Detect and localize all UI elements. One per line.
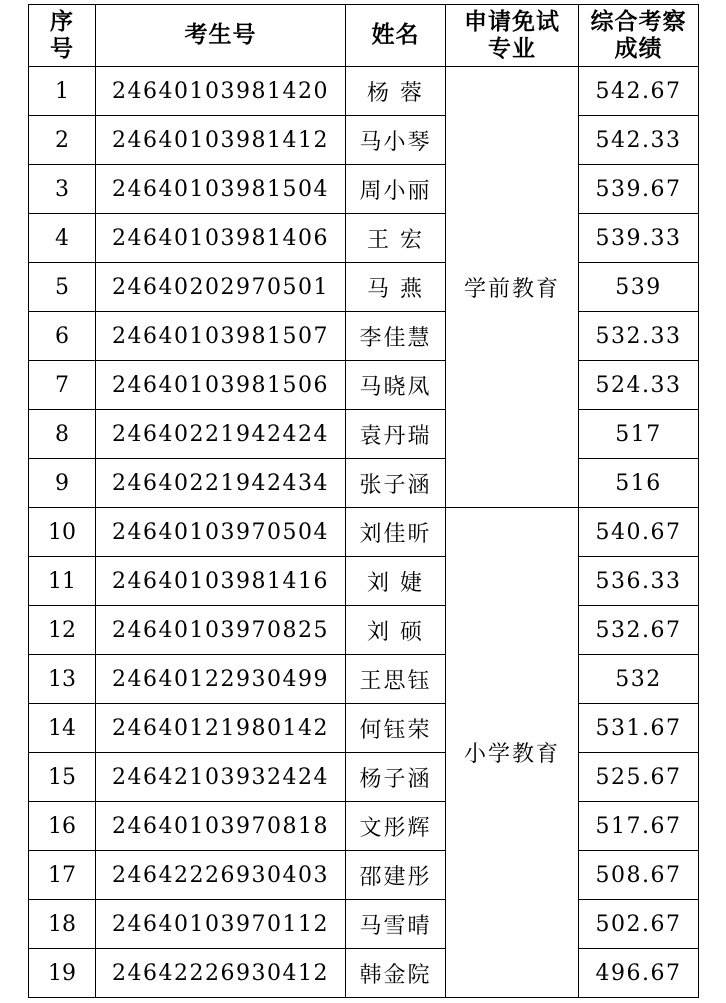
row-score: 532.33 [579, 312, 699, 361]
table-row [29, 361, 699, 410]
row-name: 王 宏 [346, 214, 446, 263]
table-row [29, 410, 699, 459]
table-row [29, 508, 699, 557]
table-row [29, 949, 699, 998]
row-exam-id: 24640103970825 [96, 606, 346, 655]
header-score [579, 5, 699, 67]
row-index: 14 [29, 704, 96, 753]
row-name: 周小丽 [346, 165, 446, 214]
row-exam-id: 24640103981504 [96, 165, 346, 214]
row-index: 13 [29, 655, 96, 704]
row-score: 517.67 [579, 802, 699, 851]
row-index: 7 [29, 361, 96, 410]
row-score: 525.67 [579, 753, 699, 802]
row-name: 马 燕 [346, 263, 446, 312]
row-score: 516 [579, 459, 699, 508]
header-index-line-2: 号 [50, 35, 74, 62]
row-exam-id: 24642226930412 [96, 949, 346, 998]
row-score: 508.67 [579, 851, 699, 900]
row-index: 12 [29, 606, 96, 655]
row-score: 532 [579, 655, 699, 704]
score-table [28, 4, 699, 998]
row-score: 517 [579, 410, 699, 459]
header-score-line-1: 综合考察 [590, 8, 687, 35]
table-row [29, 802, 699, 851]
row-exam-id: 24640121980142 [96, 704, 346, 753]
row-index: 11 [29, 557, 96, 606]
row-index: 17 [29, 851, 96, 900]
table-row [29, 459, 699, 508]
row-index: 6 [29, 312, 96, 361]
table-row [29, 851, 699, 900]
row-exam-id: 24640103981416 [96, 557, 346, 606]
table-row [29, 704, 699, 753]
row-exam-id: 24640103981406 [96, 214, 346, 263]
row-exam-id: 24640221942424 [96, 410, 346, 459]
row-score: 539.67 [579, 165, 699, 214]
header-index [29, 5, 96, 67]
table-row [29, 312, 699, 361]
table-row [29, 214, 699, 263]
row-name: 杨子涵 [346, 753, 446, 802]
row-name: 刘 硕 [346, 606, 446, 655]
row-exam-id: 24640122930499 [96, 655, 346, 704]
row-score: 531.67 [579, 704, 699, 753]
row-index: 10 [29, 508, 96, 557]
row-exam-id: 24640103981412 [96, 116, 346, 165]
table-row [29, 900, 699, 949]
row-name: 马晓凤 [346, 361, 446, 410]
table-row [29, 67, 699, 116]
row-index: 8 [29, 410, 96, 459]
row-name: 李佳慧 [346, 312, 446, 361]
row-index: 9 [29, 459, 96, 508]
row-exam-id: 24640103981506 [96, 361, 346, 410]
row-exam-id: 24640103970112 [96, 900, 346, 949]
header-exam-id: 考生号 [96, 5, 346, 67]
row-name: 文彤辉 [346, 802, 446, 851]
table-row [29, 263, 699, 312]
table-row [29, 606, 699, 655]
row-exam-id: 24640103970504 [96, 508, 346, 557]
row-major: 学前教育 [446, 67, 579, 508]
table-row [29, 557, 699, 606]
row-index: 2 [29, 116, 96, 165]
row-exam-id: 24640202970501 [96, 263, 346, 312]
row-index: 18 [29, 900, 96, 949]
row-score: 502.67 [579, 900, 699, 949]
header-row [29, 5, 699, 67]
row-major: 小学教育 [446, 508, 579, 998]
row-name: 刘佳昕 [346, 508, 446, 557]
row-name: 邵建彤 [346, 851, 446, 900]
row-name: 何钰荣 [346, 704, 446, 753]
row-exam-id: 24642103932424 [96, 753, 346, 802]
row-index: 16 [29, 802, 96, 851]
row-name: 王思钰 [346, 655, 446, 704]
row-index: 15 [29, 753, 96, 802]
row-index: 1 [29, 67, 96, 116]
row-exam-id: 24642226930403 [96, 851, 346, 900]
row-index: 3 [29, 165, 96, 214]
row-score: 536.33 [579, 557, 699, 606]
header-name: 姓名 [346, 5, 446, 67]
row-exam-id: 24640221942434 [96, 459, 346, 508]
table-row [29, 655, 699, 704]
table-row [29, 116, 699, 165]
header-major [446, 5, 579, 67]
row-name: 袁丹瑞 [346, 410, 446, 459]
row-exam-id: 24640103981507 [96, 312, 346, 361]
row-name: 杨 蓉 [346, 67, 446, 116]
row-index: 19 [29, 949, 96, 998]
row-score: 542.33 [579, 116, 699, 165]
table-row [29, 165, 699, 214]
row-score: 542.67 [579, 67, 699, 116]
row-score: 496.67 [579, 949, 699, 998]
header-score-line-2: 成绩 [614, 35, 663, 62]
row-score: 532.67 [579, 606, 699, 655]
row-name: 张子涵 [346, 459, 446, 508]
header-index-line-1: 序 [50, 8, 74, 35]
row-name: 韩金院 [346, 949, 446, 998]
header-major-line-1: 申请免试 [464, 8, 560, 35]
row-index: 5 [29, 263, 96, 312]
row-name: 马小琴 [346, 116, 446, 165]
table-body [29, 67, 699, 998]
row-score: 540.67 [579, 508, 699, 557]
row-name: 刘 婕 [346, 557, 446, 606]
row-name: 马雪晴 [346, 900, 446, 949]
row-score: 539.33 [579, 214, 699, 263]
row-score: 524.33 [579, 361, 699, 410]
row-score: 539 [579, 263, 699, 312]
row-index: 4 [29, 214, 96, 263]
row-exam-id: 24640103970818 [96, 802, 346, 851]
header-major-line-2: 专业 [488, 35, 536, 62]
row-exam-id: 24640103981420 [96, 67, 346, 116]
table-row [29, 753, 699, 802]
